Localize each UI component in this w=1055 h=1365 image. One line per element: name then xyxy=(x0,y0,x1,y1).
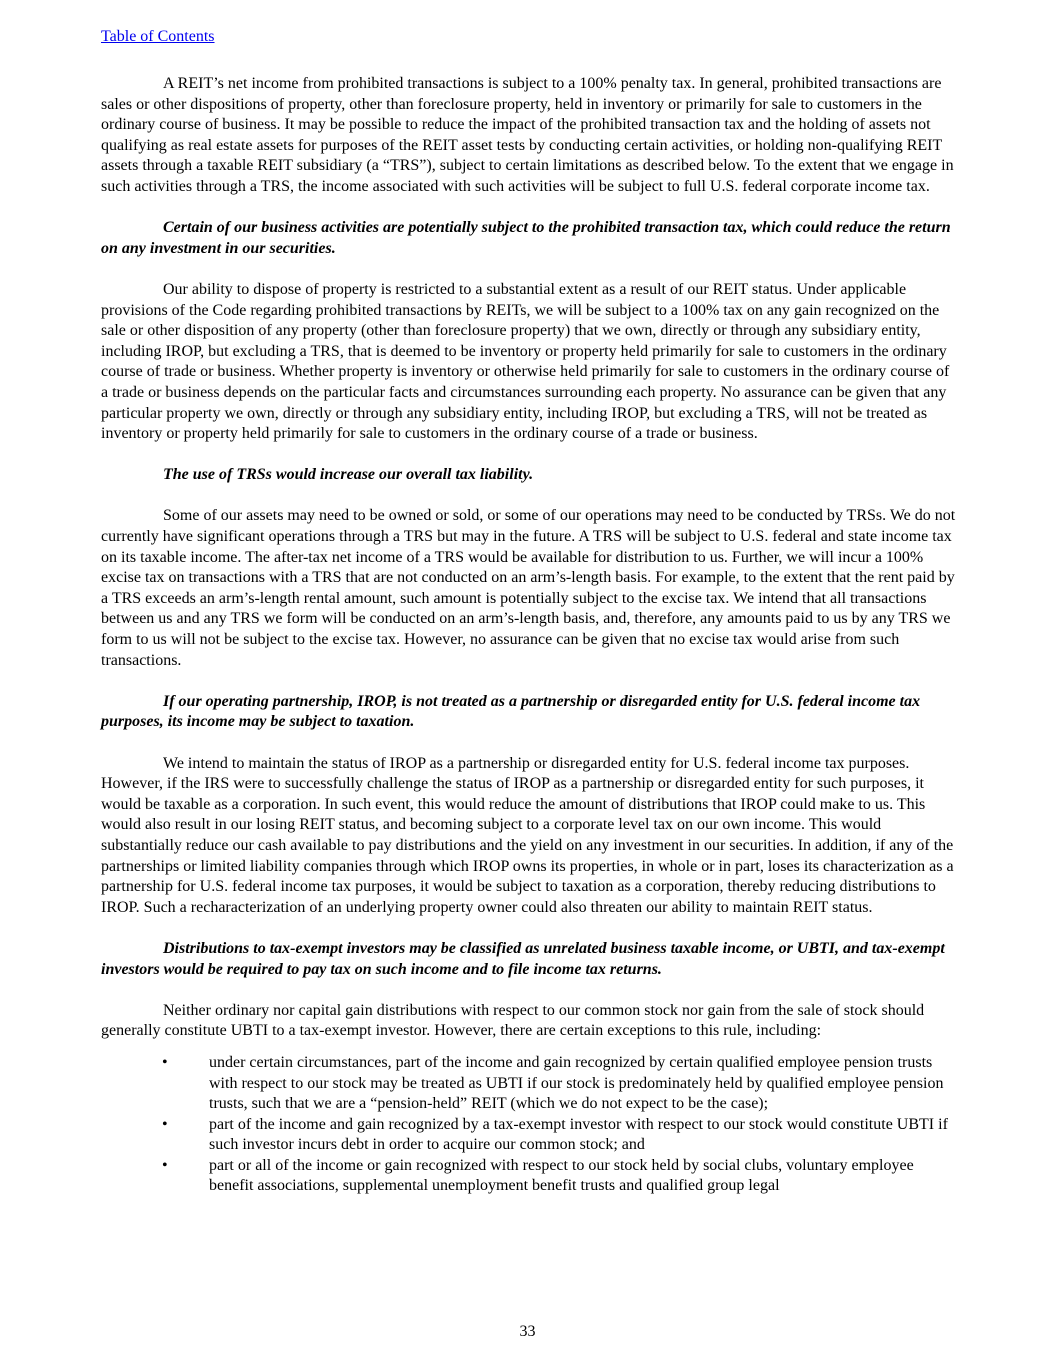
paragraph-trs-operations: Some of our assets may need to be owned or sold, or some of our operations may need to be conducted by TRSs. We do not currently have significant operations through a TRS but may in the future. A TRS will be subject to U.S. federal and state income tax on its taxable income. The after-tax net income of a TRS would be available for distribution to us. Further, we will incur a 100% excise tax on transactions with a TRS that are not conducted on an arm’s-length basis. For example, to the extent that the rent paid by a TRS exceeds an arm’s-length rental amount, such amount is potentially subject to the excise tax. We intend that all transactions between us and any TRS we form will be conducted on an arm’s-length basis, and, therefore, any amounts paid to us by any TRS we form to us will not be subject to the excise tax. However, no assurance can be given that no excise tax would arise from such transactions. xyxy=(101,507,956,669)
bullet-marker: • xyxy=(162,1053,168,1071)
page-number: 33 xyxy=(519,1323,536,1340)
heading-ubti-distributions: Distributions to tax-exempt investors may be classified as unrelated business taxable income, or UBTI, and tax-exempt investors would be required to pay tax on such income and to file income tax returns. xyxy=(101,939,945,978)
bullet-marker: • xyxy=(162,1115,168,1133)
heading-irop-partnership: If our operating partnership, IROP, is not treated as a partnership or disregarded entity for U.S. federal income tax purposes, its income may be subject to taxation. xyxy=(101,692,921,731)
list-item-text: under certain circumstances, part of the income and gain recognized by certain qualified employee pension trusts with respect to our stock may be treated as UBTI if our stock is predominately held by qualified employee pension trusts, such that we are a “pension-held” REIT (which we do not expect to be the case); xyxy=(209,1053,944,1113)
ubti-exceptions-list xyxy=(101,1053,957,1197)
list-item-text: part of the income and gain recognized by a tax-exempt investor with respect to our stock would constitute UBTI if such investor incurs debt in order to acquire our common stock; and xyxy=(209,1115,948,1154)
document-page xyxy=(101,27,957,1197)
paragraph-ubti-exceptions: Neither ordinary nor capital gain distributions with respect to our common stock nor gain from the sale of stock should generally constitute UBTI to a tax-exempt investor. However, there are certain exceptions to this rule, including: xyxy=(101,1001,925,1040)
list-item xyxy=(101,1115,957,1156)
heading-prohibited-transaction-tax: Certain of our business activities are potentially subject to the prohibited transaction tax, which could reduce the return on any investment in our securities. xyxy=(101,219,951,257)
list-item xyxy=(101,1053,957,1115)
list-item-text: part or all of the income or gain recognized with respect to our stock held by social clubs, voluntary employee benefit associations, supplemental unemployment benefit trusts and qualified group legal xyxy=(209,1156,914,1195)
paragraph-irop-status: We intend to maintain the status of IROP as a partnership or disregarded entity for U.S. federal income tax purposes. However, if the IRS were to successfully challenge the status of IROP as a partnership or disregarded entity for such purposes, it would be taxable as a corporation. In such event, this would reduce the amount of distributions that IROP could make to us. This would also result in our losing REIT status, and becoming subject to a corporate level tax on our own income. This would substantially reduce our cash available to pay distributions and the yield on any investment in our securities. In addition, if any of the partnerships or limited liability companies through which IROP owns its properties, in whole or in part, loses its characterization as a partnership for U.S. federal income tax purposes, it would be subject to taxation as a corporation, thereby reducing distributions to IROP. Such a recharacterization of an underlying property owner could also threaten our ability to maintain REIT status. xyxy=(101,754,954,916)
bullet-marker: • xyxy=(162,1156,168,1174)
list-item xyxy=(101,1156,957,1197)
paragraph-dispose-property: Our ability to dispose of property is restricted to a substantial extent as a result of our REIT status. Under applicable provisions of the Code regarding prohibited transactions by REITs, we will be subject to a 100% tax on any gain recognized on the sale or other disposition of any property (other than foreclosure property) that we own, directly or through any subsidiary entity, including IROP, but excluding a TRS, that is deemed to be inventory or property held primarily for sale to customers in the ordinary course of trade or business. Whether property is inventory or otherwise held primarily for sale to customers in the ordinary course of a trade or business depends on the particular facts and circumstances surrounding each property. No assurance can be given that any particular property we own, directly or through any subsidiary entity, including IROP, but excluding a TRS, will not be treated as inventory or property held primarily for sale to customers in the ordinary course of a trade or business. xyxy=(101,280,950,443)
heading-trs-tax-liability: The use of TRSs would increase our overall tax liability. xyxy=(163,466,534,484)
paragraph-prohibited-transactions: A REIT’s net income from prohibited transactions is subject to a 100% penalty tax. In general, prohibited transactions are sales or other dispositions of property, other than foreclosure property, held in inventory or primarily for sale to customers in the ordinary course of business. It may be possible to reduce the impact of the prohibited transaction tax and the holding of assets not qualifying as real estate assets for purposes of the REIT asset tests by conducting certain activities, or holding non-qualifying REIT assets through a taxable REIT subsidiary (a “TRS”), subject to certain limitations as described below. To the extent that we engage in such activities through a TRS, the income associated with such activities will be subject to full U.S. federal corporate income tax. xyxy=(101,75,954,195)
table-of-contents-link[interactable]: Table of Contents xyxy=(101,28,215,45)
